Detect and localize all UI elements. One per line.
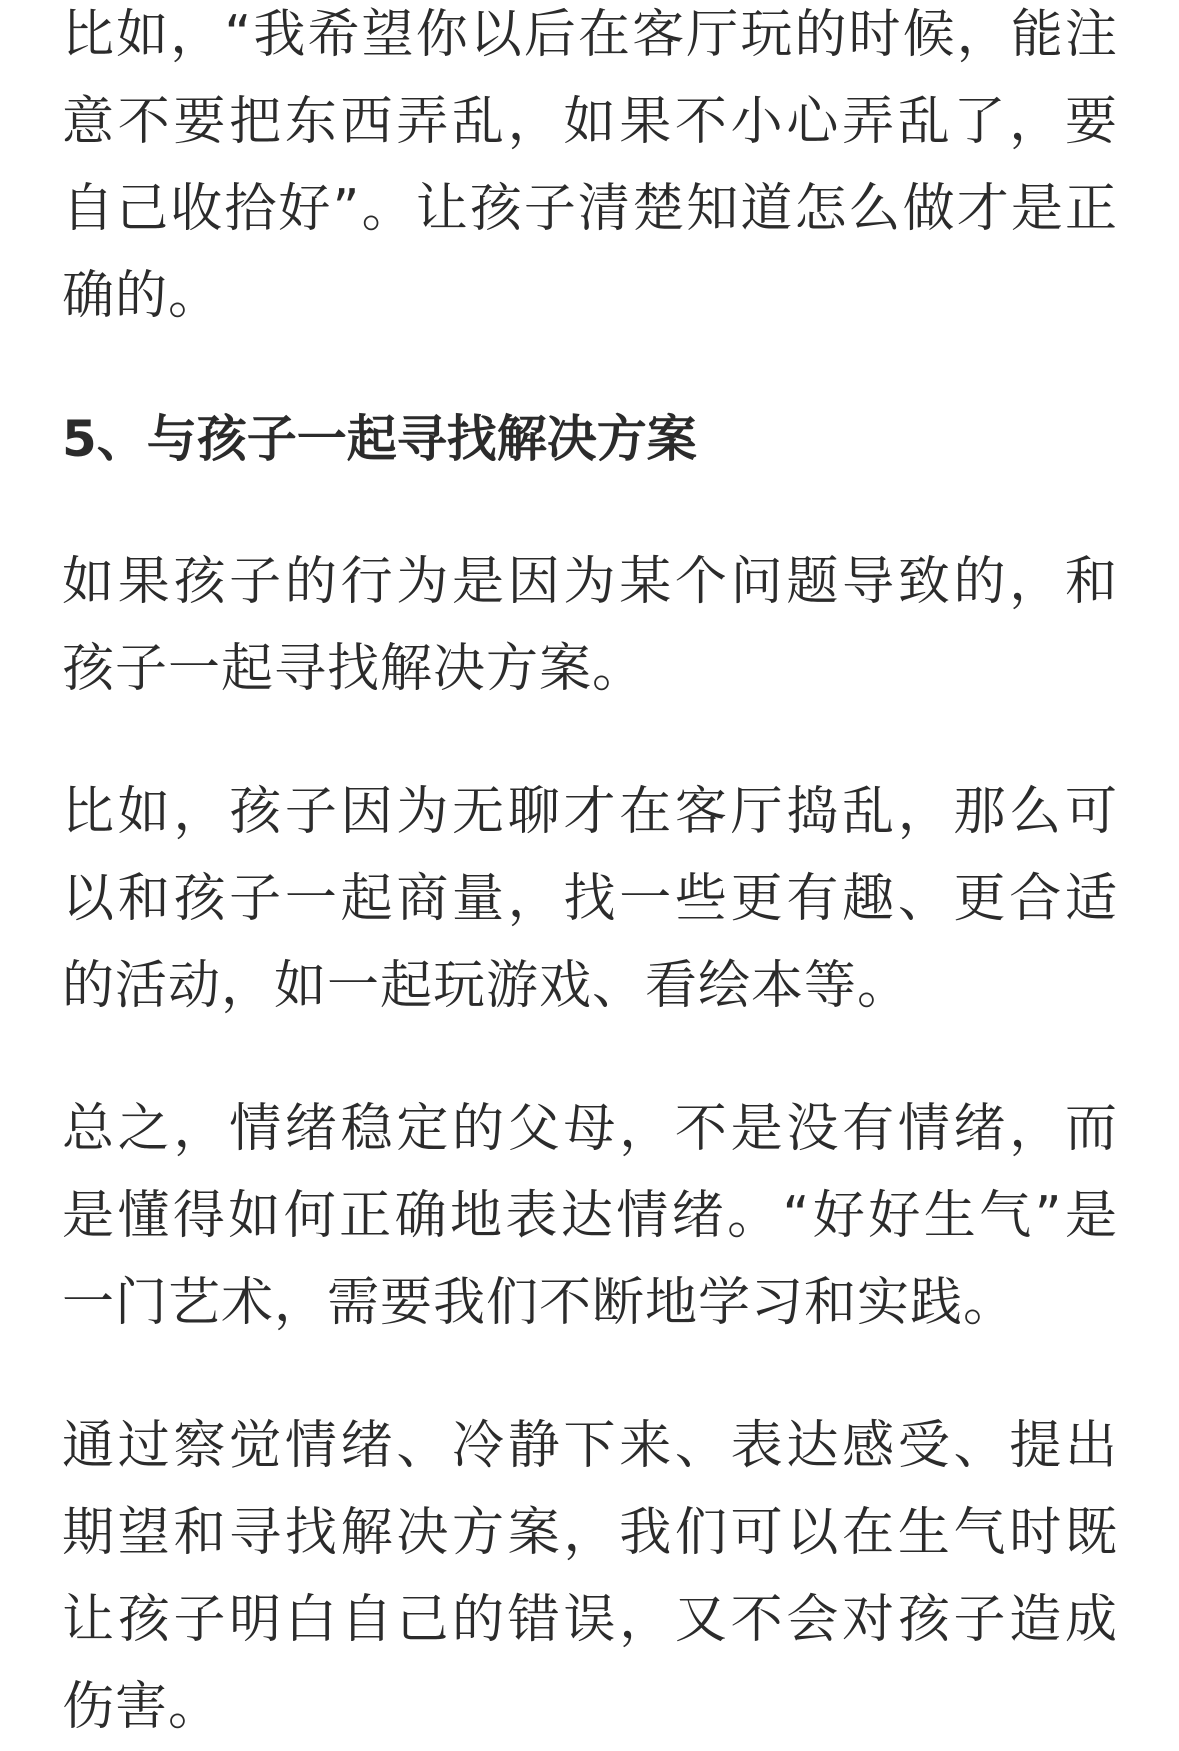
paragraph-find-solution: 如果孩子的行为是因为某个问题导致的，和孩子一起寻找解决方案。 [62, 552, 1118, 699]
section-heading-5: 5、与孩子一起寻找解决方案 [62, 410, 697, 468]
paragraph-expectation-example: 比如，“我希望你以后在客厅玩的时候，能注意不要把东西弄乱，如果不小心弄乱了，要自己收拾好”。让孩子清楚知道怎么做才是正确的。 [62, 5, 1118, 326]
article-body [62, 0, 1118, 1751]
paragraph-conclusion: 通过察觉情绪、冷静下来、表达感受、提出期望和寻找解决方案，我们可以在生气时既让孩子明白自己的错误，又不会对孩子造成伤害。 [62, 1416, 1118, 1737]
paragraph-solution-example: 比如，孩子因为无聊才在客厅捣乱，那么可以和孩子一起商量，找一些更有趣、更合适的活动，如一起玩游戏、看绘本等。 [62, 782, 1118, 1016]
paragraph-summary: 总之，情绪稳定的父母，不是没有情绪，而是懂得如何正确地表达情绪。“好好生气”是一门艺术，需要我们不断地学习和实践。 [62, 1099, 1118, 1333]
